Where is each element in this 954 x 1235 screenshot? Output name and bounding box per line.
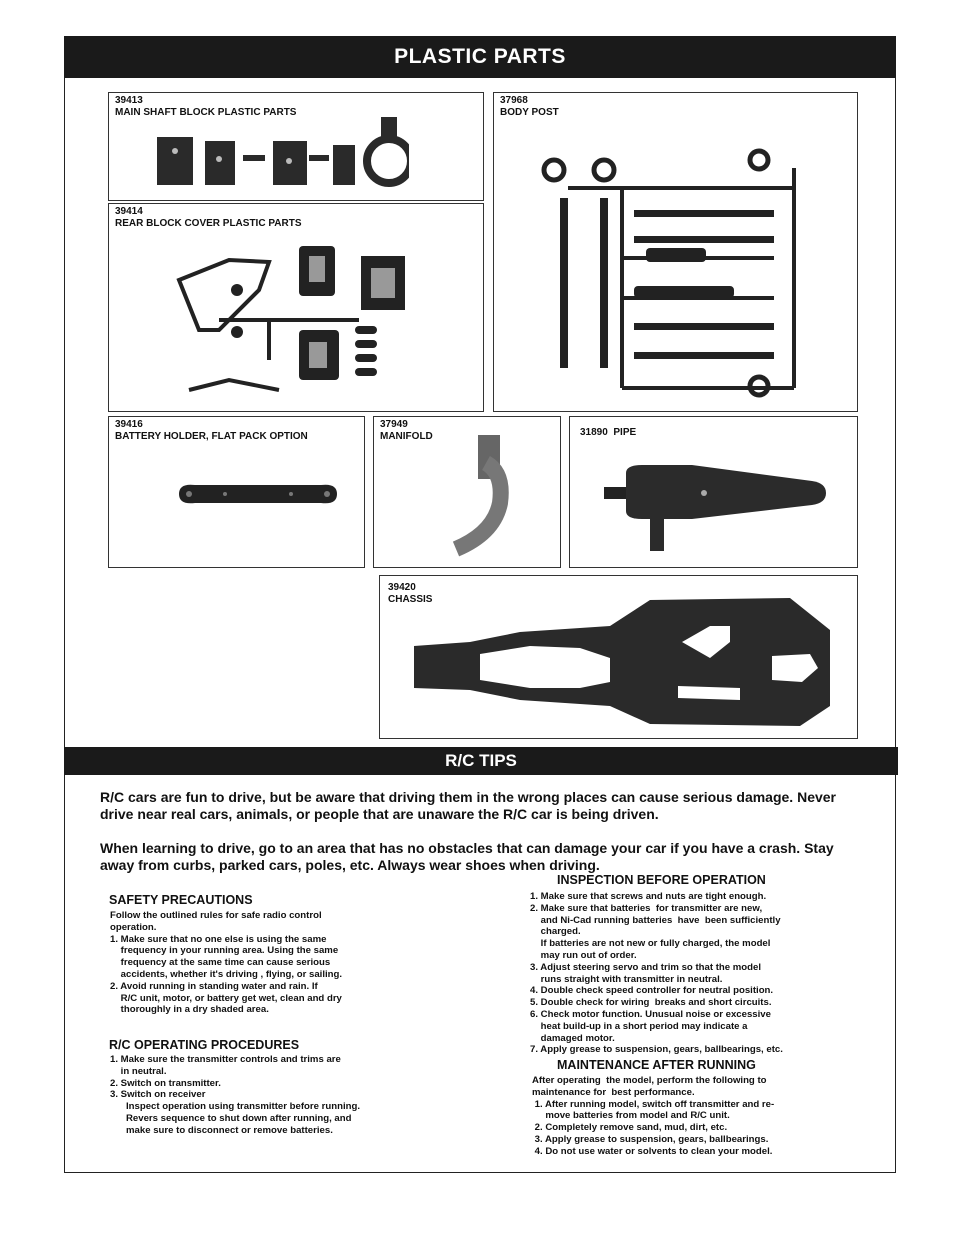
safety-line: 2. Avoid running in standing water and rain. If (110, 980, 318, 992)
part-box-39420 (379, 575, 858, 739)
part-number: 31890 (580, 427, 608, 438)
rc-tips-banner (64, 747, 898, 775)
inspection-line: 5. Double check for wiring breaks and short circuits. (530, 997, 772, 1009)
part-box-39416 (108, 416, 365, 568)
operating-line: 2. Switch on transmitter. (110, 1077, 221, 1089)
main-shaft-block-image (149, 115, 409, 199)
safety-line: R/C unit, motor, or battery get wet, clean and dry (110, 992, 342, 1004)
safety-line: frequency at the same time can cause serious (110, 957, 331, 969)
operating-text (110, 1054, 360, 1137)
manifold-image (434, 433, 524, 563)
inspection-line: and Ni-Cad running batteries have been sufficiently (530, 914, 781, 926)
plastic-parts-title: PLASTIC PARTS (394, 45, 566, 68)
part-name: CHASSIS (388, 594, 433, 605)
rc-tips-title: R/C TIPS (445, 751, 517, 770)
part-name: MAIN SHAFT BLOCK PLASTIC PARTS (115, 107, 297, 118)
operating-line: 1. Make sure the transmitter controls and trims are (110, 1054, 341, 1065)
safety-line: Follow the outlined rules for safe radio control (110, 910, 322, 921)
operating-line: make sure to disconnect or remove batteries. (110, 1124, 333, 1136)
part-box-31890 (569, 416, 858, 568)
safety-line: accidents, whether it's driving , flying, or sailing. (110, 968, 343, 980)
safety-text (110, 910, 342, 1016)
inspection-line: 3. Adjust steering servo and trim so that the model (530, 961, 762, 973)
rear-block-cover-image (169, 240, 419, 410)
inspection-line: 7. Apply grease to suspension, gears, ballbearings, etc. (530, 1044, 783, 1056)
safety-line: thoroughly in a dry shaded area. (110, 1004, 269, 1016)
battery-holder-image (175, 479, 341, 509)
part-number: 39413 (115, 95, 143, 106)
maintenance-line: After operating the model, perform the following to (532, 1075, 767, 1086)
safety-line: frequency in your running area. Using the same (110, 945, 339, 957)
part-box-39414 (108, 203, 484, 412)
maintenance-line: 4. Do not use water or solvents to clean your model. (532, 1145, 773, 1157)
part-box-37968 (493, 92, 858, 412)
operating-line: in neutral. (110, 1065, 167, 1077)
inspection-line: 2. Make sure that batteries for transmitter are new, (530, 902, 763, 914)
part-box-39413 (108, 92, 484, 201)
maintenance-text (532, 1075, 774, 1158)
inspection-line: 6. Check motor function. Unusual noise or excessive (530, 1008, 771, 1020)
inspection-line: runs straight with transmitter in neutral. (530, 973, 723, 985)
inspection-line: may run out of order. (530, 949, 637, 961)
part-number: 39416 (115, 419, 143, 430)
inspection-heading: INSPECTION BEFORE OPERATION (557, 873, 766, 887)
part-name: MANIFOLD (380, 431, 433, 442)
body-post-image (534, 148, 804, 403)
chassis-image (410, 596, 835, 731)
pipe-image (602, 457, 832, 557)
inspection-line: If batteries are not new or fully charged, the model (530, 938, 771, 950)
safety-line: operation. (110, 921, 157, 933)
maintenance-line: 3. Apply grease to suspension, gears, ballbearings. (532, 1133, 769, 1145)
inspection-line: charged. (530, 926, 581, 938)
operating-line: Revers sequence to shut down after running, and (110, 1112, 352, 1124)
operating-line: Inspect operation using transmitter before running. (110, 1101, 360, 1113)
part-name: BODY POST (500, 107, 559, 118)
part-number: 37949 (380, 419, 408, 430)
plastic-parts-banner (64, 36, 896, 78)
operating-heading: R/C OPERATING PROCEDURES (109, 1038, 300, 1052)
inspection-line: 4. Double check speed controller for neutral position. (530, 985, 774, 997)
maintenance-line: move batteries from model and R/C unit. (532, 1110, 730, 1122)
maintenance-line: maintenance for best performance. (532, 1086, 695, 1098)
safety-heading: SAFETY PRECAUTIONS (109, 893, 253, 907)
intro-paragraph-2: When learning to drive, go to an area that has no obstacles that can damage your car if you have a crash. Stay away from curbs, parked cars, poles, etc. Always wear shoes when driving. (100, 840, 834, 873)
part-name: BATTERY HOLDER, FLAT PACK OPTION (115, 431, 308, 442)
part-name: REAR BLOCK COVER PLASTIC PARTS (115, 218, 302, 229)
inspection-line: damaged motor. (530, 1032, 615, 1044)
inspection-text (530, 891, 783, 1056)
inspection-line: heat build-up in a short period may indicate a (530, 1020, 748, 1032)
intro-paragraph-1: R/C cars are fun to drive, but be aware that driving them in the wrong places can cause serious damage. Never drive near real cars, animals, or people that are unaware the R/C car is being driven. (100, 789, 836, 822)
inspection-line: 1. Make sure that screws and nuts are tight enough. (530, 891, 767, 902)
safety-line: 1. Make sure that no one else is using the same (110, 933, 327, 945)
part-number: 37968 (500, 95, 528, 106)
part-number: 39420 (388, 582, 416, 593)
operating-line: 3. Switch on receiver (110, 1089, 206, 1101)
part-number: 39414 (115, 206, 143, 217)
maintenance-line: 1. After running model, switch off transmitter and re- (532, 1098, 775, 1110)
maintenance-line: 2. Completely remove sand, mud, dirt, etc. (532, 1122, 728, 1134)
maintenance-heading: MAINTENANCE AFTER RUNNING (557, 1058, 756, 1072)
part-name: PIPE (613, 427, 637, 438)
part-box-37949 (373, 416, 561, 568)
